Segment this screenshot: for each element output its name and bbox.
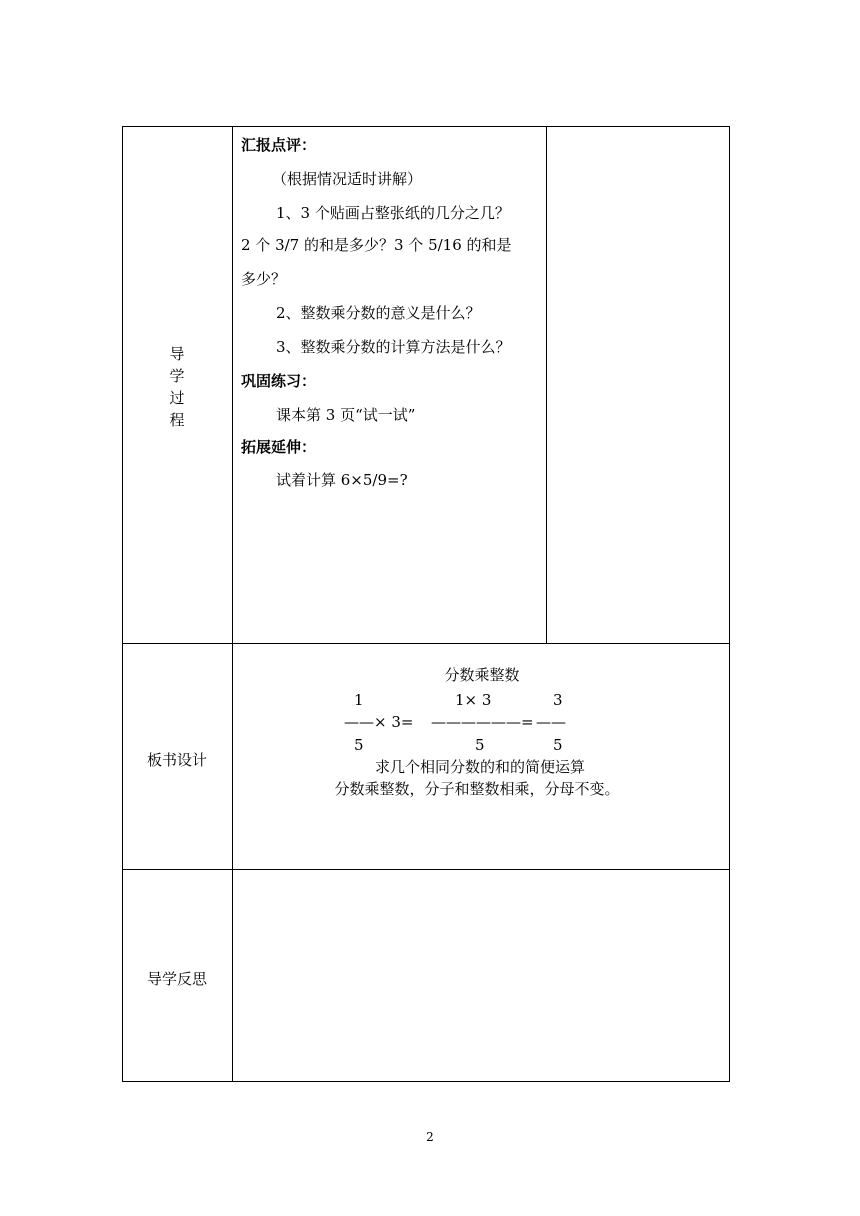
reflection-label: 导学反思 (146, 970, 207, 988)
row-divider-1 (122, 643, 730, 644)
report-heading: 汇报点评： (241, 136, 317, 154)
extension-text: 试着计算 6×5/9=? (276, 471, 408, 489)
table-border-left (122, 126, 123, 1082)
question-1-line-3: 多少？ (241, 270, 287, 288)
numerator-3: 3 (553, 691, 563, 709)
row-divider-2 (122, 869, 730, 870)
label-column-divider (232, 126, 233, 1082)
summary-line-1: 求几个相同分数的和的简便运算 (374, 758, 586, 776)
denominator-3: 5 (553, 736, 563, 754)
numerator-2: 1× 3 (455, 691, 492, 709)
board-design-label: 板书设计 (146, 751, 207, 769)
fraction-bar-3: —— (536, 713, 566, 731)
practice-text: 课本第 3 页“试一试” (276, 406, 416, 424)
denominator-1: 5 (354, 736, 364, 754)
question-1-line-1: 1、3 个贴画占整张纸的几分之几？ (276, 204, 510, 222)
extension-heading: 拓展延伸： (241, 438, 317, 456)
label-char: 导 (169, 345, 185, 363)
summary-line-2: 分数乘整数，分子和整数相乘，分母不变。 (334, 780, 620, 798)
numerator-1: 1 (354, 691, 364, 709)
table-border-bottom (122, 1081, 730, 1082)
page-number: 2 (426, 1130, 434, 1144)
question-1-line-2: 2 个 3/7 的和是多少？3 个 5/16 的和是 (241, 236, 512, 254)
question-3: 3、整数乘分数的计算方法是什么？ (276, 338, 511, 356)
table-border-right (729, 126, 730, 1082)
label-char: 学 (169, 367, 185, 385)
guided-process-label (122, 343, 232, 431)
question-2: 2、整数乘分数的意义是什么？ (276, 304, 481, 322)
fraction-bar-2: ——————= (431, 713, 534, 731)
table-border-top (122, 126, 730, 127)
practice-heading: 巩固练习： (241, 372, 317, 390)
denominator-2: 5 (475, 736, 485, 754)
fraction-bar-1: ——× 3= (344, 713, 414, 731)
notes-column-divider (546, 126, 547, 644)
report-note: （根据情况适时讲解） (272, 170, 423, 188)
board-title: 分数乘整数 (444, 666, 520, 684)
label-char: 程 (169, 411, 185, 429)
label-char: 过 (169, 389, 185, 407)
